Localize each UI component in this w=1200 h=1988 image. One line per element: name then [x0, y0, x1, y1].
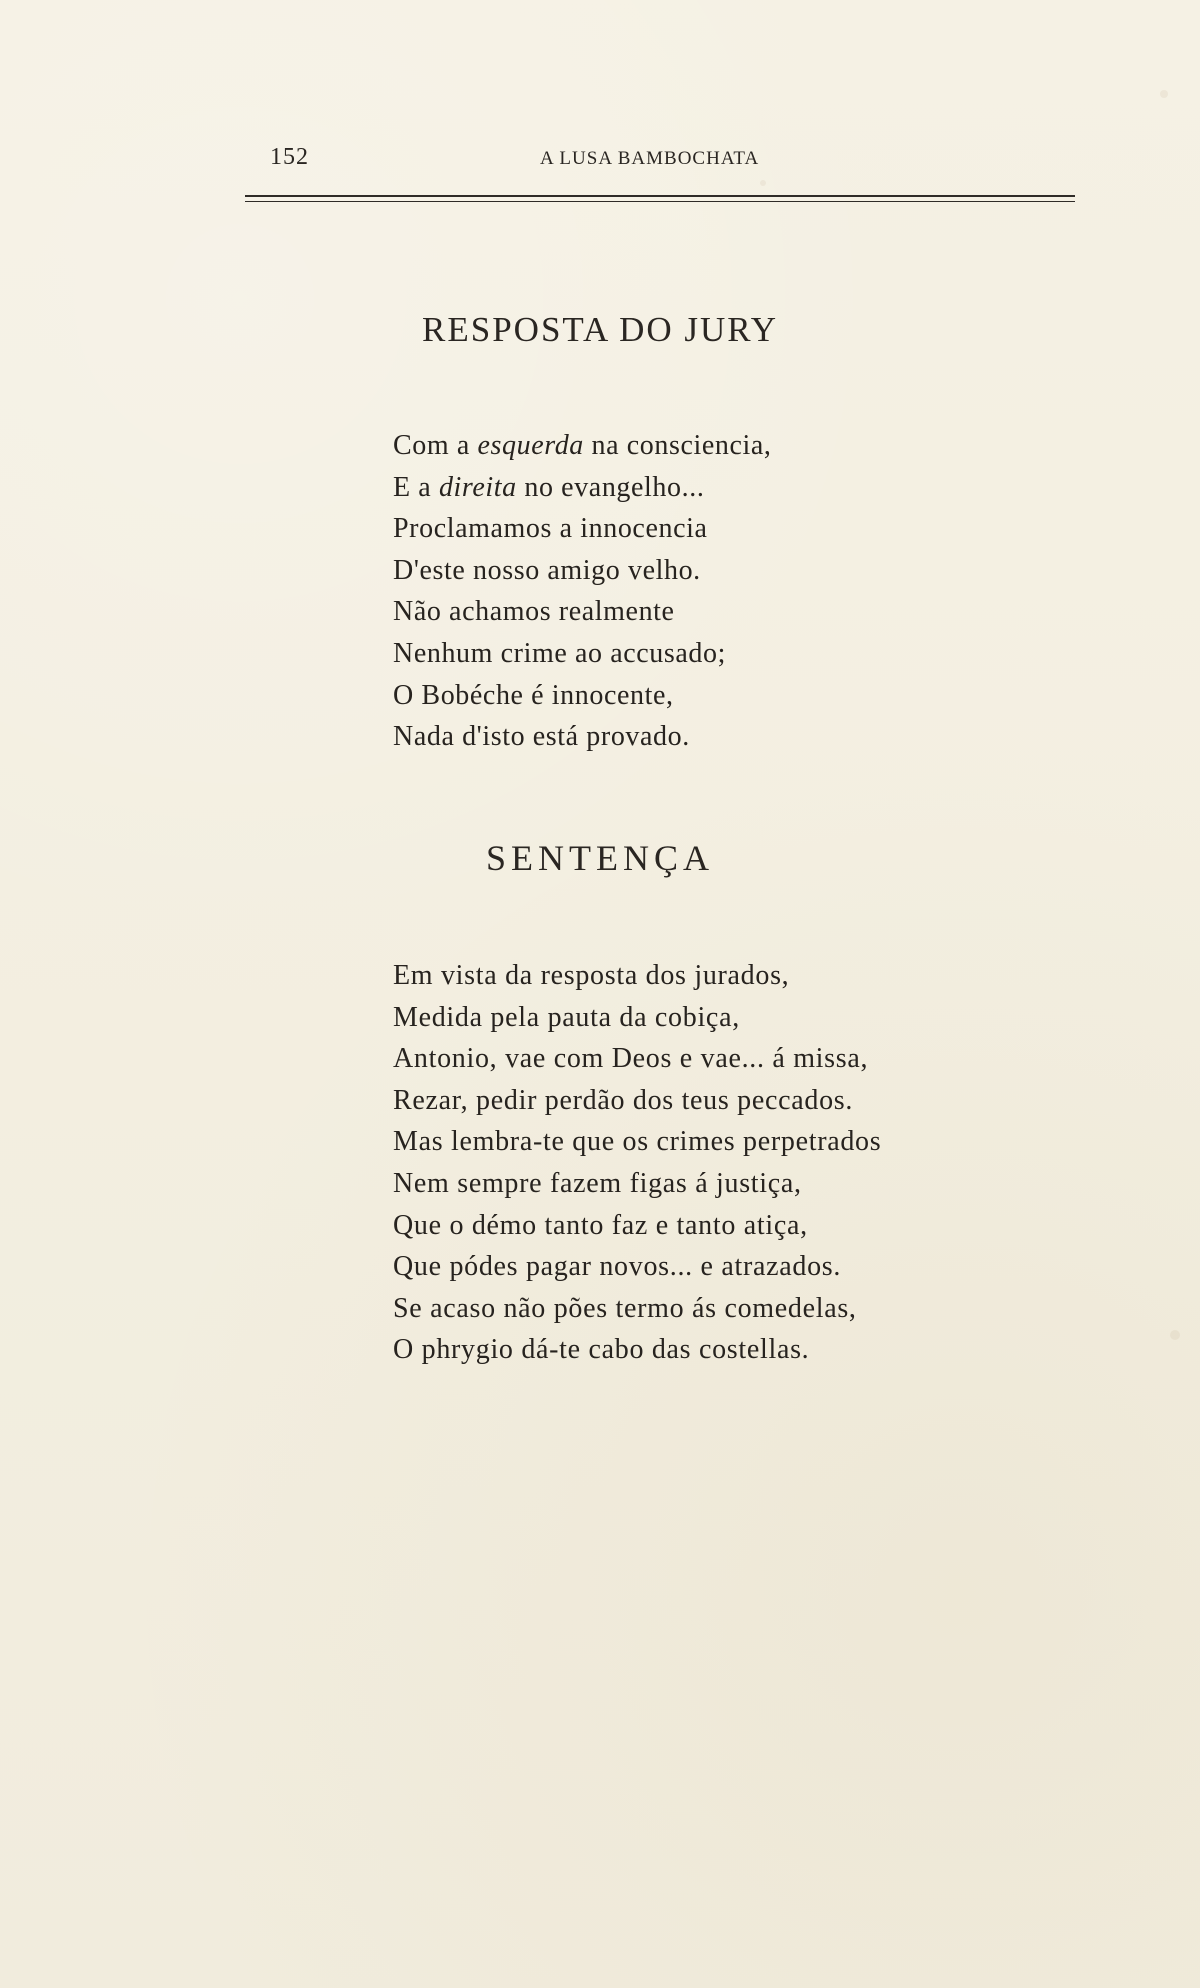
- poem-line: Nenhum crime ao accusado;: [393, 637, 726, 669]
- poem-line-text: na consciencia,: [583, 430, 772, 461]
- paper-spot: [760, 180, 766, 186]
- poem-line-italic-text: direita: [438, 471, 517, 503]
- poem-line: Em vista da resposta dos jurados,: [393, 960, 790, 991]
- paper-spot: [1160, 90, 1168, 98]
- page-number: 152: [270, 144, 309, 170]
- poem-line: Nada d'isto está provado.: [393, 721, 690, 753]
- poem-line: [393, 467, 1093, 509]
- poem-line-text: E a: [393, 471, 439, 503]
- poem-line: Se acaso não pões termo ás comedelas,: [393, 1292, 857, 1324]
- poem-line: Nem sempre fazem figas á justiça,: [393, 1167, 802, 1199]
- page-header: [0, 144, 1200, 178]
- running-title: A LUSA BAMBOCHATA: [540, 148, 760, 169]
- header-rule-top: [245, 195, 1075, 197]
- poem-line-text: no evangelho...: [516, 471, 705, 503]
- poem-line: Medida pela pauta da cobiça,: [393, 1001, 740, 1033]
- paper-spot: [1170, 1330, 1180, 1340]
- poem-stanza-resposta: [393, 425, 1093, 758]
- poem-line: Rezar, pedir perdão dos teus peccados.: [393, 1084, 854, 1116]
- poem-line: Não achamos realmente: [393, 596, 675, 628]
- header-rule-bottom: [245, 201, 1075, 202]
- poem-line: Que o démo tanto faz e tanto atiça,: [393, 1209, 808, 1241]
- show-through-texture: [470, 370, 476, 402]
- poem-stanza-sentenca: [393, 955, 1093, 1371]
- poem-title-sentenca: SENTENÇA: [486, 838, 714, 878]
- poem-line: Mas lembra-te que os crimes perpetrados: [393, 1126, 882, 1158]
- poem-line: O Bobéche é innocente,: [393, 679, 674, 711]
- poem-line: D'este nosso amigo velho.: [393, 554, 701, 586]
- poem-line-italic-text: esquerda: [477, 430, 584, 461]
- poem-line: Que pódes pagar novos... e atrazados.: [393, 1251, 842, 1283]
- poem-title-resposta: RESPOSTA DO JURY: [422, 310, 778, 349]
- poem-line: Antonio, vae com Deos e vae... á missa,: [393, 1043, 869, 1075]
- poem-line: [393, 425, 1093, 467]
- poem-line: Proclamamos a innocencia: [393, 513, 708, 545]
- poem-line-text: Com a: [393, 430, 478, 461]
- poem-line: O phrygio dá-te cabo das costellas.: [393, 1334, 810, 1366]
